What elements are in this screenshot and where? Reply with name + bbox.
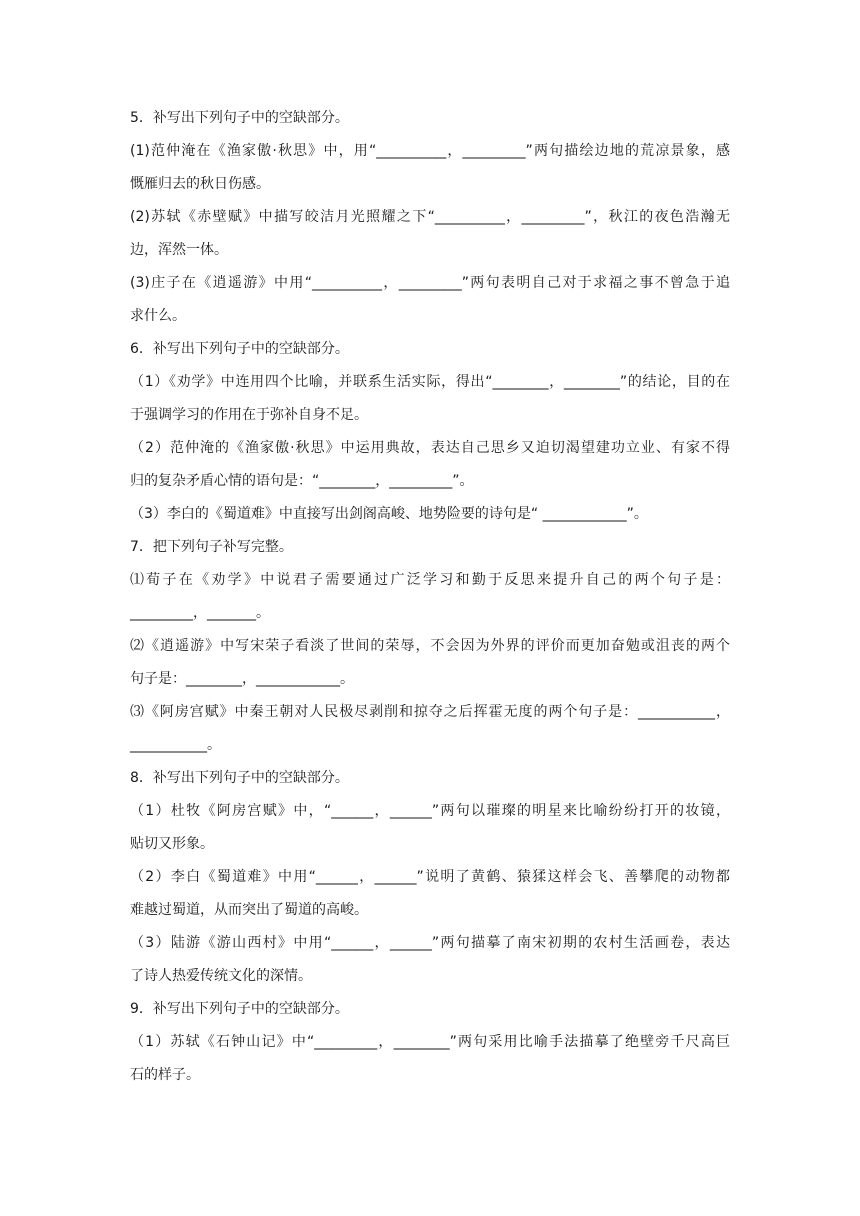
question-9-title: 9．补写出下列句子中的空缺部分。 [130, 1001, 349, 1017]
question-8-item-2-line-1: （2）李白《蜀道难》中用“______，______”说明了黄鹤、猿猱这样会飞、善攀爬的动物都 [130, 869, 730, 885]
question-7-item-1-line-2: _________，_______。 [130, 605, 270, 621]
question-8-item-1-line-1: （1）杜牧《阿房宫赋》中，“______，______”两句以璀璨的明星来比喻纷纷打开的妆镜， [130, 803, 730, 819]
question-6-item-1 [130, 372, 730, 425]
question-8-item-3 [130, 933, 730, 986]
question-5-item-1-line-2: 慨雁归去的秋日伤感。 [130, 176, 270, 192]
question-5-item-1 [130, 141, 730, 194]
question-5-item-3-line-2: 求什么。 [130, 308, 186, 324]
question-7-item-1 [130, 570, 730, 623]
question-8-item-1 [130, 801, 730, 854]
question-7-title: 7．把下列句子补写完整。 [130, 539, 293, 555]
question-5-item-3 [130, 273, 730, 326]
question-6-title: 6．补写出下列句子中的空缺部分。 [130, 341, 349, 357]
question-7-item-2 [130, 636, 730, 689]
question-7-item-3-line-2: ___________。 [130, 737, 221, 753]
question-5 [130, 108, 730, 326]
question-5-item-2-line-1: (2)苏轼《赤壁赋》中描写皎洁月光照耀之下“__________，_________”，秋江的夜色浩瀚无 [130, 209, 730, 225]
question-7-item-2-line-2: 句子是：________，____________。 [130, 671, 354, 687]
question-7-item-1-line-1: ⑴荀子在《劝学》中说君子需要通过广泛学习和勤于反思来提升自己的两个句子是： [130, 572, 730, 588]
question-9 [130, 999, 730, 1085]
question-6-item-2 [130, 438, 730, 491]
question-6-item-3-line-1: （3）李白的《蜀道难》中直接写出剑阁高峻、地势险要的诗句是“ ____________”。 [130, 506, 648, 522]
question-7 [130, 537, 730, 755]
question-8-item-2 [130, 867, 730, 920]
question-6-item-1-line-1: （1）《劝学》中连用四个比喻，并联系生活实际，得出“________，________”的结论，目的在 [130, 374, 730, 390]
question-6-item-2-line-1: （2）范仲淹的《渔家傲·秋思》中运用典故，表达自己思乡又迫切渴望建功立业、有家不得 [130, 440, 730, 456]
question-5-item-3-line-1: (3)庄子在《逍遥游》中用“__________，_________”两句表明自己对于求福之事不曾急于追 [130, 275, 730, 291]
question-9-item-1 [130, 1032, 730, 1085]
question-7-item-3-line-1: ⑶《阿房宫赋》中秦王朝对人民极尽剥削和掠夺之后挥霍无度的两个句子是：___________， [130, 704, 730, 720]
question-7-item-2-line-1: ⑵《逍遥游》中写宋荣子看淡了世间的荣辱，不会因为外界的评价而更加奋勉或沮丧的两个 [130, 638, 730, 654]
question-8-item-3-line-1: （3）陆游《游山西村》中用“______，______”两句描摹了南宋初期的农村生活画卷，表达 [130, 935, 730, 951]
document-page [130, 108, 730, 1085]
question-5-item-1-line-1: (1)范仲淹在《渔家傲·秋思》中，用“__________，_________”两句描绘边地的荒凉景象，感 [130, 143, 730, 159]
question-6-item-1-line-2: 于强调学习的作用在于弥补自身不足。 [130, 407, 368, 423]
question-6-item-2-line-2: 归的复杂矛盾心情的语句是：“________，_________”。 [130, 473, 474, 489]
question-6 [130, 339, 730, 524]
question-8-item-1-line-2: 贴切又形象。 [130, 836, 214, 852]
question-5-item-2 [130, 207, 730, 260]
question-8-item-2-line-2: 难越过蜀道，从而突出了蜀道的高峻。 [130, 902, 368, 918]
question-9-item-1-line-2: 石的样子。 [130, 1067, 200, 1083]
question-8-title: 8．补写出下列句子中的空缺部分。 [130, 770, 349, 786]
question-9-item-1-line-1: （1）苏轼《石钟山记》中“_________，________”两句采用比喻手法描摹了绝壁旁千尺高巨 [130, 1034, 730, 1050]
question-8 [130, 768, 730, 986]
question-5-item-2-line-2: 边，浑然一体。 [130, 242, 228, 258]
question-5-title: 5．补写出下列句子中的空缺部分。 [130, 110, 349, 126]
question-6-item-3 [130, 504, 730, 524]
question-7-item-3 [130, 702, 730, 755]
question-8-item-3-line-2: 了诗人热爱传统文化的深情。 [130, 968, 312, 984]
